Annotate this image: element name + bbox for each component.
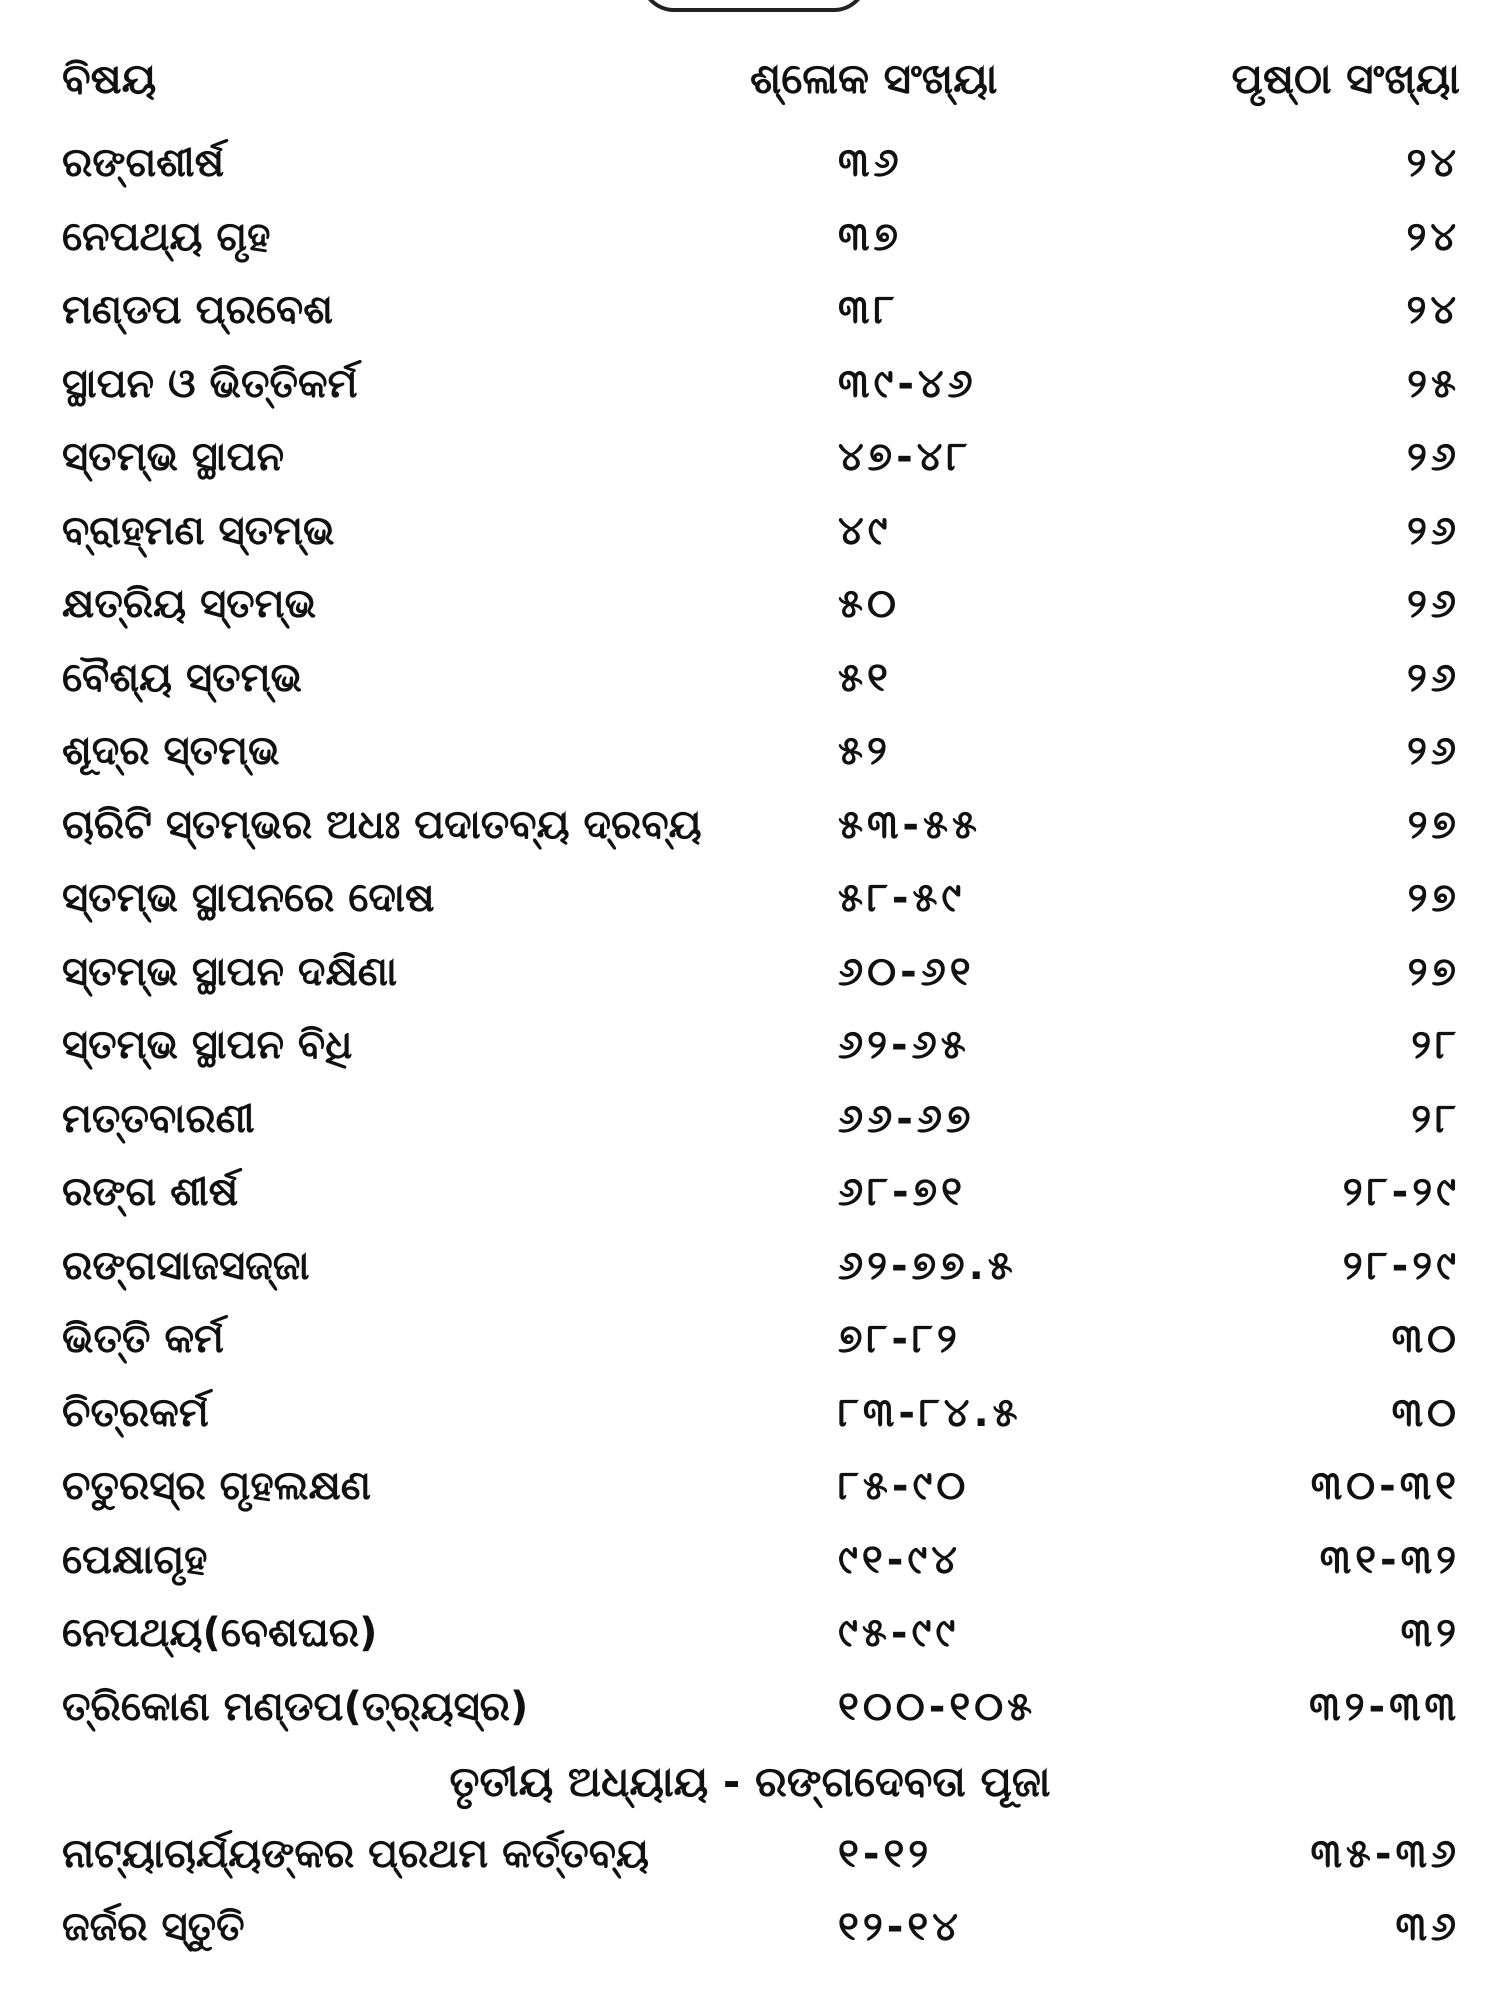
topic: ସ୍ତମ୍ଭ ସ୍ଥାପନ: [62, 434, 285, 480]
page-number: ୩୬: [1395, 1904, 1460, 1950]
verse-number: ୩୭: [838, 213, 902, 260]
page-number: ୨୮-୨୯: [1342, 1169, 1460, 1215]
chapter-heading: ତୃତୀୟ ଅଧ୍ୟାୟ - ରଙ୍ଗଦେବତା ପୂଜା: [449, 1757, 1051, 1806]
page-number: ୨୬: [1406, 581, 1460, 627]
page-number: ୨୭: [1407, 875, 1460, 921]
page-number: ୨୪: [1406, 213, 1460, 260]
page-number: ୩୦: [1391, 1316, 1460, 1362]
topic: ଚତୁରସ୍ର ଗୃହଲକ୍ଷଣ: [62, 1463, 372, 1509]
verse-number: ୩୮: [838, 287, 899, 333]
page-number: ୨୫: [1407, 360, 1460, 407]
topic: ରଙ୍ଗ ଶୀର୍ଷ: [62, 1169, 239, 1215]
topic: ଜର୍ଜର ସ୍ତୁତି: [62, 1904, 245, 1950]
verse-number: ୫୨: [838, 728, 891, 774]
verse-number: ୧୦୦-୧୦୫: [838, 1683, 1037, 1730]
verse-number: ୯୧-୯୪: [838, 1536, 961, 1583]
topic: ମଣ୍ଡପ ପ୍ରବେଶ: [62, 287, 333, 333]
list-item: [0, 422, 1500, 496]
list-item: [0, 1819, 1500, 1893]
list-item: [0, 1892, 1500, 1966]
list-item: [0, 1378, 1500, 1452]
verse-number: ୧-୧୨: [838, 1830, 933, 1877]
topic: ସ୍ଥାପନ ଓ ଭିତ୍ତିକର୍ମ: [62, 360, 358, 407]
verse-number: ୫୩-୫୫: [838, 801, 981, 848]
topic: ବ୍ରାହ୍ମଣ ସ୍ତମ୍ଭ: [62, 507, 335, 554]
verse-number: ୫୧: [838, 654, 892, 701]
topic: ନେପଥ୍ୟ ଗୃହ: [62, 213, 271, 260]
verse-number: ୩୬: [838, 140, 903, 186]
verse-number: ୫୦: [838, 581, 900, 627]
verse-number: ୬୨-୬୫: [838, 1022, 970, 1068]
page-number: ୩୦: [1391, 1389, 1460, 1436]
page-number: ୨୮: [1411, 1095, 1460, 1142]
header-page-number: ପୃଷ୍ଠା ସଂଖ୍ୟା: [1231, 54, 1460, 103]
list-item: [0, 716, 1500, 790]
list-item: [0, 1231, 1500, 1305]
verse-number: ୪୯: [838, 507, 892, 554]
topic: ନେପଥ୍ୟ(ବେଶଘର): [62, 1610, 378, 1656]
list-item: [0, 569, 1500, 643]
list-item: [0, 1010, 1500, 1084]
verse-number: ୧୨-୧୪: [838, 1904, 962, 1950]
list-item: [0, 1084, 1500, 1158]
topic: ଭିତ୍ତି କର୍ମ: [62, 1316, 224, 1362]
topic: ବୈଶ୍ୟ ସ୍ତମ୍ଭ: [62, 654, 303, 701]
topic: ମତ୍ତବାରଣୀ: [62, 1095, 255, 1142]
topic: କ୍ଷତ୍ରିୟ ସ୍ତମ୍ଭ: [62, 581, 317, 627]
list-item: [0, 863, 1500, 937]
header-verse-number: ଶ୍ଳୋକ ସଂଖ୍ୟା: [750, 54, 998, 103]
page-top-bracket: [640, 0, 868, 12]
page-number: ୨୮-୨୯: [1342, 1242, 1460, 1289]
list-item: [0, 496, 1500, 570]
page-number: ୩୨: [1400, 1610, 1460, 1656]
topic: ତ୍ରିକୋଣ ମଣ୍ଡପ(ତ୍ର୍ୟସ୍ର): [62, 1683, 529, 1730]
verse-number: ୬୦-୬୧: [838, 948, 975, 995]
page-number: ୨୮: [1411, 1022, 1460, 1068]
verse-number: ୬୨-୭୭.୫: [838, 1242, 1017, 1289]
topic: ଚିତ୍ରକର୍ମ: [62, 1389, 209, 1436]
topic: ସ୍ତମ୍ଭ ସ୍ଥାପନରେ ଦୋଷ: [62, 875, 435, 921]
list-item: [0, 937, 1500, 1011]
topic: ସ୍ତମ୍ଭ ସ୍ଥାପନ ବିଧି: [62, 1022, 353, 1068]
list-item: [0, 128, 1500, 202]
verse-number: ୮୩-୮୪.୫: [838, 1389, 1022, 1436]
list-item: [0, 275, 1500, 349]
list-item: [0, 1598, 1500, 1672]
verse-number: ୫୮-୫୯: [838, 875, 966, 921]
verse-number: ୩୯-୪୬: [838, 360, 977, 407]
page-number: ୩୫-୩୬: [1310, 1830, 1460, 1877]
topic: ରଙ୍ଗସାଜସଜ୍ଜା: [62, 1242, 310, 1289]
page-number: ୨୭: [1407, 948, 1460, 995]
topic: ସ୍ତମ୍ଭ ସ୍ଥାପନ ଦକ୍ଷିଣା: [62, 948, 398, 995]
list-item: [0, 790, 1500, 864]
verse-number: ୬୮-୭୧: [838, 1169, 966, 1215]
list-item: [0, 1304, 1500, 1378]
topic: ଚାରିଟି ସ୍ତମ୍ଭର ଅଧଃ ପଦାତବ୍ୟ ଦ୍ରବ୍ୟ: [62, 801, 702, 848]
page-number: ୩୨-୩୩: [1309, 1683, 1460, 1730]
verse-number: ୭୮-୮୨: [838, 1316, 961, 1362]
list-item: [0, 643, 1500, 717]
list-item: [0, 202, 1500, 276]
toc-list: [0, 128, 1500, 1966]
topic: ନାଟ୍ୟାଚାର୍ଯ୍ୟଙ୍କର ପ୍ରଥମ କର୍ତ୍ତବ୍ୟ: [62, 1830, 650, 1877]
topic: ରଙ୍ଗଶୀର୍ଷ: [62, 140, 225, 186]
list-item: [0, 1672, 1500, 1746]
verse-number: ୬୬-୬୭: [838, 1095, 975, 1142]
topic: ଶୂଦ୍ର ସ୍ତମ୍ଭ: [62, 728, 280, 774]
page-number: ୨୭: [1407, 801, 1460, 848]
page-number: ୩୦-୩୧: [1310, 1463, 1460, 1509]
page-number: ୨୪: [1406, 140, 1460, 186]
list-item: [0, 1451, 1500, 1525]
page-number: ୨୬: [1406, 434, 1460, 480]
page-number: ୨୬: [1406, 654, 1460, 701]
page-number: ୨୬: [1406, 728, 1460, 774]
page-number: ୨୪: [1406, 287, 1460, 333]
verse-number: ୮୫-୯୦: [838, 1463, 970, 1509]
list-item: [0, 349, 1500, 423]
toc-header: [0, 40, 1500, 120]
page-number: ୩୧-୩୨: [1319, 1536, 1460, 1583]
list-item: [0, 1525, 1500, 1599]
verse-number: ୪୭-୪୮: [838, 434, 972, 480]
page-number: ୨୬: [1406, 507, 1460, 554]
header-topic: ବିଷୟ: [62, 54, 157, 103]
topic: ପେକ୍ଷାଗୃହ: [62, 1536, 208, 1583]
chapter-heading-row: [0, 1745, 1500, 1819]
list-item: [0, 1157, 1500, 1231]
verse-number: ୯୫-୯୯: [838, 1610, 960, 1656]
